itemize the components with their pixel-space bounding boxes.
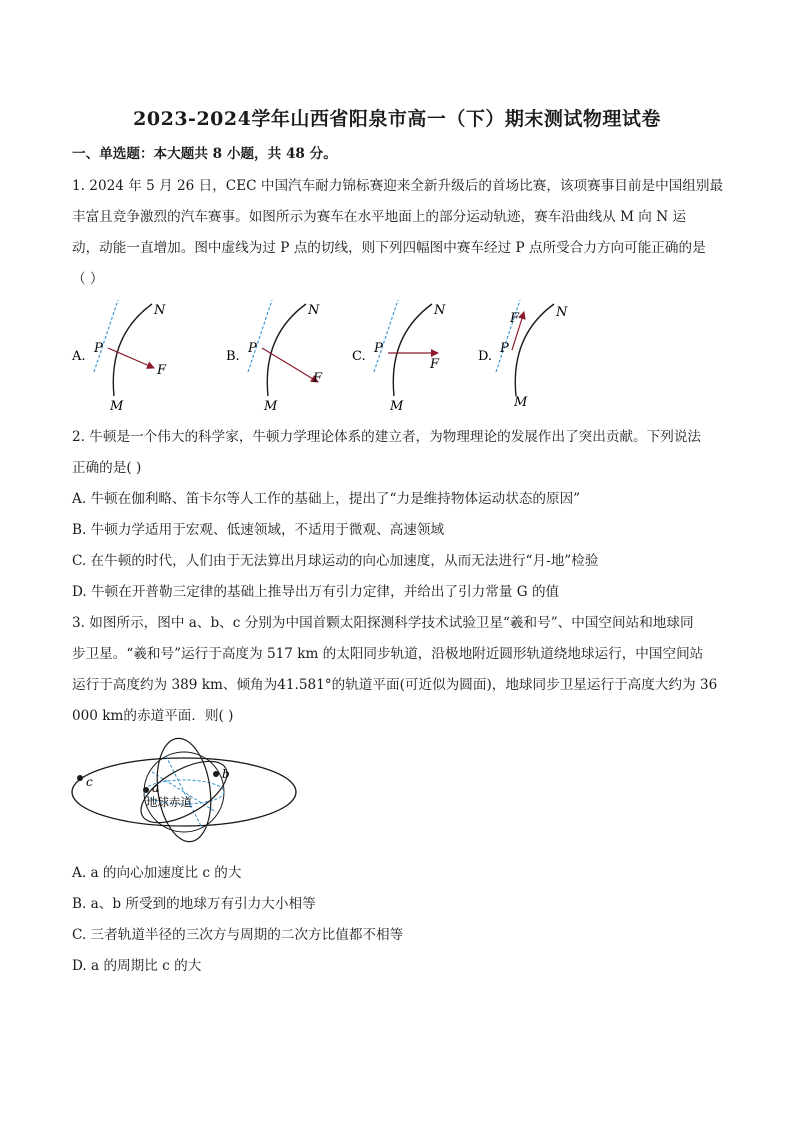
point-m-label: M xyxy=(110,399,124,414)
q1-option-d[interactable] xyxy=(478,300,568,410)
q1-option-b[interactable] xyxy=(226,300,323,414)
q3-option-c[interactable]: C. 三者轨道半径的三次方与周期的二次方比值都不相等 xyxy=(72,927,404,943)
satellite-a xyxy=(143,787,149,793)
force-f-label: F xyxy=(430,357,440,372)
q2-line-1: 2. 牛顿是一个伟大的科学家，牛顿力学理论体系的建立者，为物理理论的发展作出了突出贡献。下列说法 xyxy=(72,429,702,445)
q3-line-2: 步卫星。“羲和号”运行于高度为 517 km 的太阳同步轨道，沿极地附近圆形轨道绕地球运行，中国空间站 xyxy=(72,646,704,662)
point-p-label: P xyxy=(248,341,257,356)
q3-line-3: 运行于高度约为 389 km、倾角为41.581°的轨道平面(可近似为圆面)，地球同步卫星运行于高度大约为 36 xyxy=(72,677,718,693)
q3-option-b[interactable]: B. a、b 所受到的地球万有引力大小相等 xyxy=(72,896,316,912)
point-m-label: M xyxy=(264,399,278,414)
point-n-label: N xyxy=(154,303,166,318)
force-f-label: F xyxy=(510,311,520,326)
q1-option-c[interactable] xyxy=(352,300,446,414)
q1-line-3: 动，动能一直增加。图中虚线为过 P 点的切线，则下列四幅图中赛车经过 P 点所受合力方向可能正确的是 xyxy=(72,240,706,256)
q2-option-a[interactable]: A. 牛顿在伽利略、笛卡尔等人工作的基础上，提出了“力是维持物体运动状态的原因” xyxy=(72,491,581,507)
trajectory-curve xyxy=(393,304,432,396)
option-c-label: C. xyxy=(352,349,366,364)
page-title: 2023-2024学年山西省阳泉市高一（下）期末测试物理试卷 xyxy=(133,108,661,130)
point-p-label: P xyxy=(94,341,103,356)
equator-label: 地球赤道 xyxy=(146,795,192,809)
option-b-label: B. xyxy=(226,349,240,364)
point-n-label: N xyxy=(308,303,320,318)
point-m-label: M xyxy=(390,399,404,414)
q2-option-c[interactable]: C. 在牛顿的时代，人们由于无法算出月球运动的向心加速度，从而无法进行“月-地”检验 xyxy=(72,553,599,569)
tangent-line xyxy=(248,300,272,372)
point-m-label: M xyxy=(514,395,528,410)
q3-option-d[interactable]: D. a 的周期比 c 的大 xyxy=(72,958,202,974)
label-b: b xyxy=(222,767,230,781)
satellite-b xyxy=(213,771,219,777)
q1-line-1: 1. 2024 年 5 月 26 日，CEC 中国汽车耐力锦标赛迎来全新升级后的首场比赛，该项赛事目前是中国组别最 xyxy=(72,178,724,194)
tangent-line xyxy=(94,300,118,372)
q3-line-1: 3. 如图所示，图中 a、b、c 分别为中国首颗太阳探测科学技术试验卫星“羲和号”、中国空间站和地球同 xyxy=(72,615,694,631)
trajectory-curve xyxy=(515,304,554,396)
force-f-label: F xyxy=(157,363,167,378)
q3-orbit-figure xyxy=(66,734,306,850)
q1-options-figure xyxy=(60,296,620,414)
q2-option-b[interactable]: B. 牛顿力学适用于宏观、低速领域，不适用于微观、高速领域 xyxy=(72,522,445,538)
satellite-c xyxy=(77,775,83,781)
tangent-line xyxy=(374,300,398,372)
point-n-label: N xyxy=(556,305,568,320)
q1-option-a[interactable] xyxy=(71,300,167,414)
q3-option-a[interactable]: A. a 的向心加速度比 c 的大 xyxy=(72,865,242,881)
point-p-label: P xyxy=(500,341,509,356)
option-a-label: A. xyxy=(72,349,86,364)
point-p-label: P xyxy=(374,341,383,356)
polar-orbit xyxy=(151,735,217,845)
q3-line-4: 000 km的赤道平面．则( ) xyxy=(72,708,234,724)
force-f-label: F xyxy=(313,371,323,386)
q1-line-4: （ ） xyxy=(72,271,104,287)
point-n-label: N xyxy=(434,303,446,318)
trajectory-curve xyxy=(113,304,152,396)
q2-line-2: 正确的是( ) xyxy=(72,460,142,476)
section-heading: 一、单选题：本大题共 8 小题，共 48 分。 xyxy=(72,146,337,162)
label-c: c xyxy=(86,775,93,789)
option-d-label: D. xyxy=(478,349,493,364)
q1-line-2: 丰富且竞争激烈的汽车赛事。如图所示为赛车在水平地面上的部分运动轨迹，赛车沿曲线从 M 向 N 运 xyxy=(72,209,687,225)
force-arrow xyxy=(262,348,318,382)
q2-option-d[interactable]: D. 牛顿在开普勒三定律的基础上推导出万有引力定律，并给出了引力常量 G 的值 xyxy=(72,584,560,600)
trajectory-curve xyxy=(267,304,306,396)
label-a: a xyxy=(152,781,160,795)
